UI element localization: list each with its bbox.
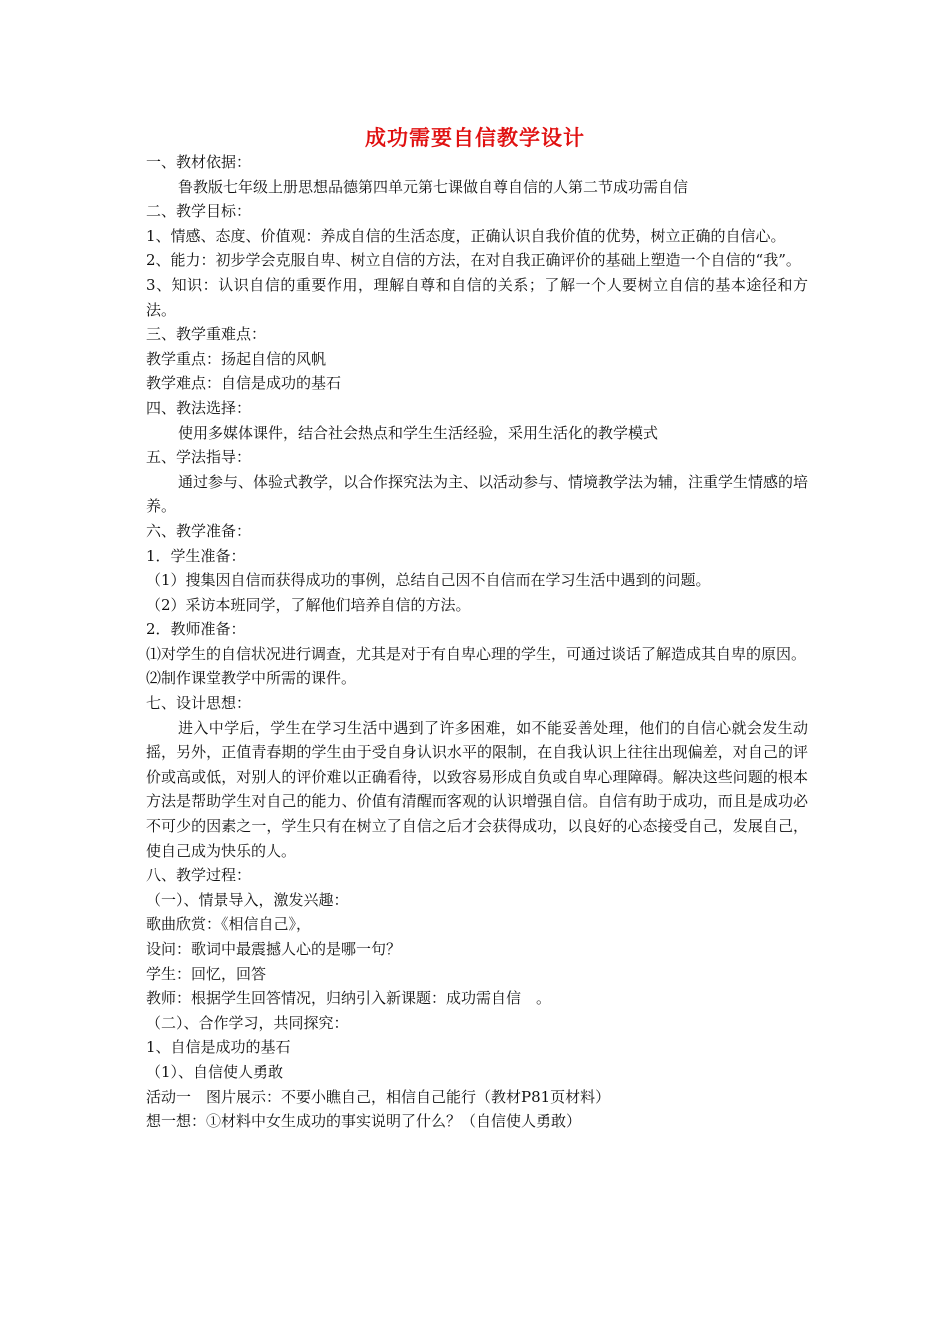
paragraph: 2．教师准备： bbox=[146, 620, 246, 639]
paragraph: 四、教法选择： bbox=[146, 398, 252, 417]
paragraph: 鲁教版七年级上册思想品德第四单元第七课做自尊自信的人第二节成功需自信 bbox=[178, 177, 689, 196]
paragraph: ⑴对学生的自信状况进行调查，尤其是对于有自卑心理的学生，可通过谈话了解造成其自卑的原因。 bbox=[146, 644, 807, 663]
paragraph: 教师：根据学生回答情况，归纳引入新课题：成功需自信 。 bbox=[146, 989, 552, 1008]
document-title: 成功需要自信教学设计 bbox=[365, 126, 585, 150]
paragraph: ⑵制作课堂教学中所需的课件。 bbox=[146, 669, 357, 688]
paragraph: 1．学生准备： bbox=[146, 546, 246, 565]
paragraph: （一）、情景导入，激发兴趣： bbox=[146, 890, 349, 909]
paragraph: 活动一 图片展示：不要小瞧自己，相信自己能行（教材P81页材料） bbox=[146, 1087, 611, 1106]
paragraph: 歌曲欣赏：《相信自己》， bbox=[146, 915, 312, 934]
paragraph: 七、设计思想： bbox=[146, 694, 252, 713]
paragraph: 1、情感、态度、价值观：养成自信的生活态度，正确认识自我价值的优势，树立正确的自信心。 bbox=[146, 226, 786, 245]
paragraph: 学生：回忆，回答 bbox=[146, 964, 267, 983]
paragraph: （1）搜集因自信而获得成功的事例，总结自己因不自信而在学习生活中遇到的问题。 bbox=[146, 571, 711, 590]
paragraph: 八、教学过程： bbox=[146, 866, 252, 885]
paragraph: 教学难点：自信是成功的基石 bbox=[146, 374, 342, 393]
paragraph: 教学重点：扬起自信的风帆 bbox=[146, 349, 327, 368]
paragraph: 3、知识：认识自信的重要作用，理解自尊和自信的关系；了解一个人要树立自信的基本途径和方法。 bbox=[146, 275, 808, 319]
paragraph: 六、教学准备： bbox=[146, 521, 252, 540]
paragraph: 二、教学目标： bbox=[146, 202, 252, 221]
paragraph: 想一想：①材料中女生成功的事实说明了什么？（自信使人勇敢） bbox=[146, 1112, 582, 1131]
paragraph: （2）采访本班同学，了解他们培养自信的方法。 bbox=[146, 595, 471, 614]
paragraph: （1）、自信使人勇敢 bbox=[146, 1062, 284, 1081]
paragraph: 使用多媒体课件，结合社会热点和学生生活经验，采用生活化的教学模式 bbox=[178, 423, 659, 442]
paragraph: 五、学法指导： bbox=[146, 448, 252, 467]
paragraph: 设问：歌词中最震撼人心的是哪一句？ bbox=[146, 940, 402, 958]
paragraph: 进入中学后，学生在学习生活中遇到了许多困难，如不能妥善处理，他们的自信心就会发生动摇，另外，正值青春期的学生由于受自身认识水平的限制，在自我认识上往往出现偏差，对自己的评价或高或低，对别人的评价难以正确看待，以致容易形成自负或自卑心理障碍。解决这些问题的根本方法是帮助学生对自己的能力、价值有清醒而客观的认识增强自信。自信有助于成功，而且是成功必不可少的因素之一，学生只有在树立了自信之后才会获得成功，以良好的心态接受自己，发展自己，使自己成为快乐的人。 bbox=[146, 718, 808, 860]
paragraph: 2、能力：初步学会克服自卑、树立自信的方法，在对自我正确评价的基础上塑造一个自信的“我”。 bbox=[146, 251, 801, 270]
document-body bbox=[146, 150, 808, 1134]
paragraph: 1、自信是成功的基石 bbox=[146, 1038, 291, 1057]
paragraph: 通过参与、体验式教学，以合作探究法为主、以活动参与、情境教学法为辅，注重学生情感的培养。 bbox=[146, 472, 809, 516]
paragraph: （二）、合作学习，共同探究： bbox=[146, 1013, 349, 1032]
paragraph: 一、教材依据： bbox=[146, 153, 252, 171]
paragraph: 三、教学重难点： bbox=[146, 325, 267, 344]
